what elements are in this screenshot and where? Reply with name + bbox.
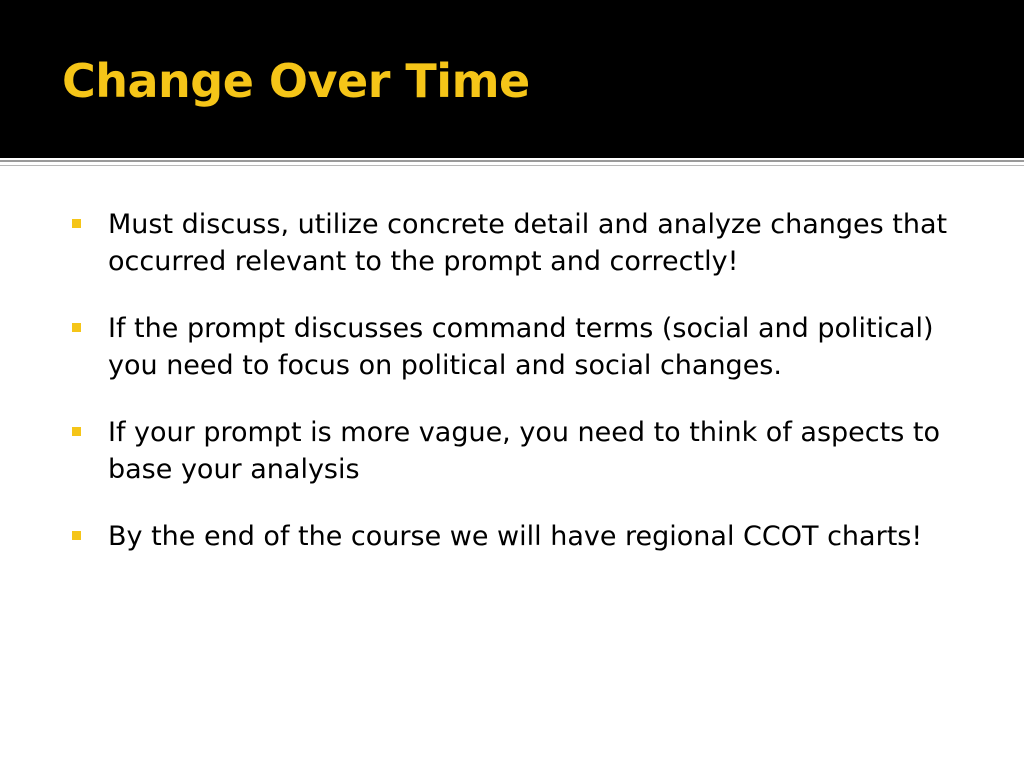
bullet-item [72, 518, 972, 555]
bullet-text: If the prompt discusses command terms (social and political) you need to focus on political and social changes. [108, 313, 934, 381]
square-bullet-icon [72, 323, 81, 332]
square-bullet-icon [72, 531, 81, 540]
square-bullet-icon [72, 427, 81, 436]
square-bullet-icon [72, 219, 81, 228]
bullet-list [72, 206, 972, 585]
bullet-text: By the end of the course we will have regional CCOT charts! [108, 521, 923, 552]
bullet-text: Must discuss, utilize concrete detail and analyze changes that occurred relevant to the prompt and correctly! [108, 209, 948, 277]
divider-line-thin [0, 165, 1024, 166]
bullet-item [72, 414, 972, 488]
title-bar [0, 0, 1024, 158]
slide-title: Change Over Time [62, 54, 530, 108]
divider-line [0, 160, 1024, 162]
bullet-item [72, 206, 972, 280]
bullet-text: If your prompt is more vague, you need to think of aspects to base your analysis [108, 417, 940, 485]
bullet-item [72, 310, 972, 384]
